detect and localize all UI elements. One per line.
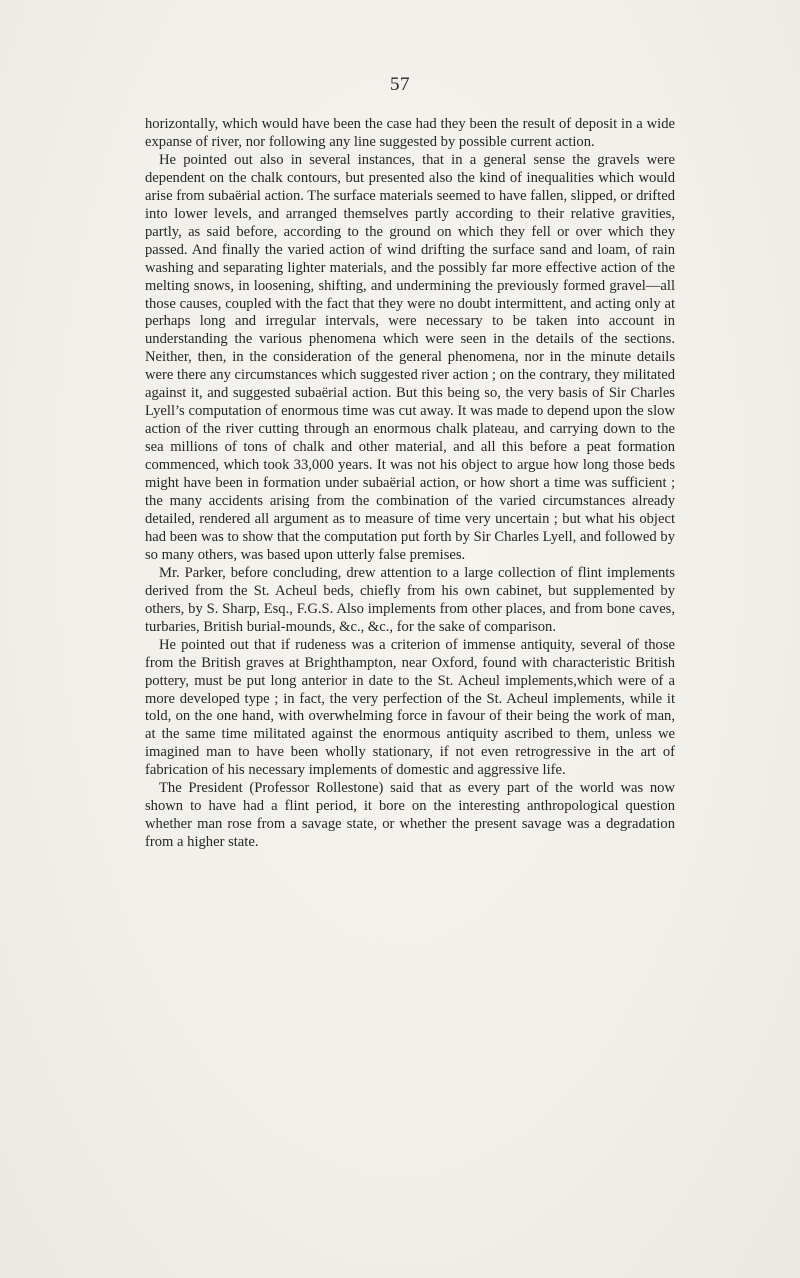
page-number: 57 — [390, 74, 410, 95]
paragraph-gravels: He pointed out also in several instances, that in a general sense the gravels were dependent on the chalk contours, but presented also the kind of inequalities which would arise from subaërial action. The surface materials seemed to have fallen, slipped, or drifted into lower levels, and arranged themselves partly according to their relative gravities, partly, as said before, according to the ground on which they fell or over which they passed. And finally the varied action of wind drifting the surface sand and loam, of rain washing and separating lighter materials, and the possibly far more effective action of the melting snows, in loosening, shifting, and undermining the previously formed gravel—all those causes, coupled with the fact that they were no doubt intermittent, and acting only at perhaps long and irregular intervals, were necessary to be taken into account in understanding the various phenomena which were seen in the details of the sections. Neither, then, in the consideration of the general phenomena, nor in the minute details were there any circumstances which suggested river action ; on the contrary, they militated against it, and suggested subaërial action. But this being so, the very basis of Sir Charles Lyell’s computation of enormous time was cut away. It was made to depend upon the slow action of the river cutting through an enormous chalk plateau, and carrying down to the sea millions of tons of chalk and other material, and all this before a peat formation commenced, which took 33,000 years. It was not his object to argue how long those beds might have been in formation under subaërial action, or how short a time was sufficient ; the many accidents arising from the combination of the varied circumstances already detailed, rendered all argument as to measure of time very uncertain ; but what his object had been was to show that the computation put forth by Sir Charles Lyell, and followed by so many others, was based upon utterly false premises. — [145, 151, 675, 563]
paragraph-flint-collection: Mr. Parker, before concluding, drew attention to a large collection of flint implements derived from the St. Acheul beds, chiefly from his own cabinet, but supplemented by others, by S. Sharp, Esq., F.G.S. Also implements from other places, and from bone caves, turbaries, British burial-mounds, &c., &c., for the sake of comparison. — [145, 564, 675, 635]
paragraph-rudeness-criterion: He pointed out that if rudeness was a criterion of immense antiquity, several of those from the British graves at Brighthampton, near Oxford, found with characteristic British pottery, must be put long anterior in date to the St. Acheul implements,which were of a more developed type ; in fact, the very perfection of the St. Acheul implements, while it told, on the one hand, with overwhelming force in favour of their being the work of man, at the same time militated against the enormous antiquity ascribed to them, unless we imagined man to have been wholly stationary, if not even retrogressive in the art of fabrication of his necessary implements of domestic and aggressive life. — [145, 636, 675, 779]
paragraph-president-remarks: The President (Professor Rollestone) said that as every part of the world was now shown to have had a flint period, it bore on the interesting anthropological question whether man rose from a savage state, or whether the present savage was a degradation from a higher state. — [145, 780, 675, 851]
body-text — [145, 116, 675, 852]
paragraph-continuation: horizontally, which would have been the case had they been the result of deposit in a wide expanse of river, nor following any line suggested by possible current action. — [145, 116, 675, 150]
